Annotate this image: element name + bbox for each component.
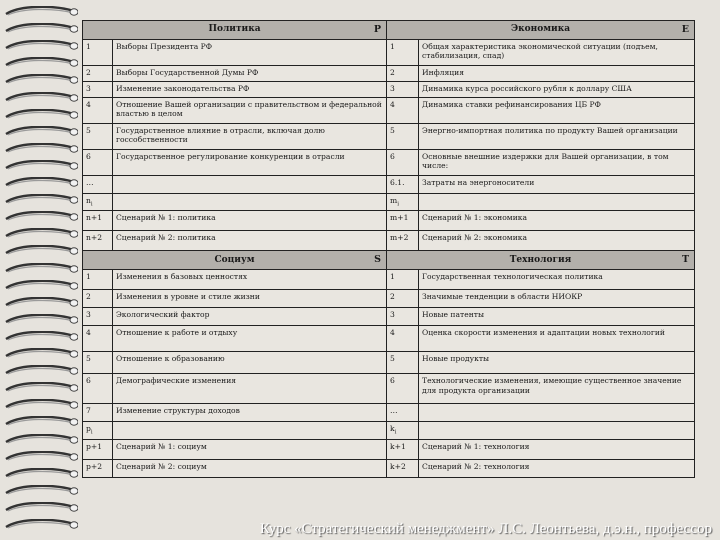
- factor-text: Выборы Государственной Думы РФ: [116, 68, 259, 77]
- row-number: [83, 460, 113, 478]
- row-number-text: p+2: [86, 462, 103, 472]
- row-number-text: 5: [86, 126, 91, 135]
- row-number: [83, 352, 113, 374]
- factor-text: Отношение к работе и отдыху: [116, 328, 238, 338]
- factor-text: Сценарий № 2: экономика: [422, 233, 528, 243]
- row-number: [83, 66, 113, 82]
- course-footer: Курс «Стратегический менеджмент» Л.С. Леонтьева, д.э.н., профессор: [259, 521, 712, 537]
- binding-ring-icon: [4, 245, 78, 257]
- factor-text: Демографические изменения: [116, 376, 237, 386]
- section-title: Социум: [214, 254, 255, 265]
- table-row: [83, 231, 695, 251]
- row-number: [83, 98, 113, 124]
- row-text: [419, 422, 695, 440]
- factor-text: Затраты на энергоносители: [422, 178, 535, 187]
- row-number-text: k: [390, 424, 395, 434]
- binding-ring-icon: [4, 399, 78, 411]
- row-text: [113, 194, 387, 211]
- table-row: [83, 422, 695, 440]
- row-text: [419, 40, 695, 66]
- row-text: [113, 270, 387, 290]
- factor-text: Сценарий № 1: технология: [422, 442, 530, 452]
- binding-ring-icon: [4, 6, 78, 18]
- row-number-text: …: [390, 406, 398, 416]
- row-text: [419, 98, 695, 124]
- table-row: [83, 460, 695, 478]
- row-number-text: m+1: [390, 213, 409, 223]
- row-number-text: 4: [390, 100, 395, 109]
- row-number-text: 4: [390, 328, 395, 338]
- row-text: [419, 270, 695, 290]
- row-text: [113, 176, 387, 194]
- row-number-text: 6: [86, 376, 91, 386]
- binding-ring-icon: [4, 263, 78, 275]
- row-number-text: n+2: [86, 233, 103, 243]
- row-number: [83, 270, 113, 290]
- table-row: [83, 66, 695, 82]
- row-text: [419, 460, 695, 478]
- factor-text: Сценарий № 1: экономика: [422, 213, 528, 223]
- row-number: [83, 422, 113, 440]
- row-number-text: k+1: [390, 442, 406, 452]
- factor-text: Общая характеристика экономической ситуации (подъем, стабилизация, спад): [422, 42, 658, 61]
- row-number-text: m+2: [390, 233, 409, 243]
- row-number-text: 2: [390, 292, 395, 302]
- row-number: [387, 124, 419, 150]
- row-text: [113, 460, 387, 478]
- factor-text: Изменения в уровне и стиле жизни: [116, 292, 260, 302]
- section-header-economy: [387, 21, 695, 40]
- row-number-text: 5: [390, 354, 395, 364]
- factor-text: Сценарий № 1: социум: [116, 442, 207, 452]
- factor-text: Государственная технологическая политика: [422, 272, 603, 282]
- row-number: [387, 460, 419, 478]
- section-letter: E: [681, 24, 690, 35]
- row-text: [419, 231, 695, 251]
- row-text: [113, 422, 387, 440]
- factor-text: Экологический фактор: [116, 310, 210, 320]
- section-title: Политика: [208, 24, 261, 35]
- table-row: [83, 176, 695, 194]
- section-letter: T: [681, 254, 690, 266]
- table-row: [83, 98, 695, 124]
- table-row: [83, 404, 695, 422]
- factor-text: Значимые тенденции в области НИОКР: [422, 292, 583, 302]
- row-number-text: n+1: [86, 213, 103, 223]
- row-number-text: 6.1.: [390, 178, 405, 187]
- binding-ring-icon: [4, 23, 78, 35]
- row-text: [113, 231, 387, 251]
- row-number-text: 1: [86, 272, 91, 282]
- row-number: [83, 231, 113, 251]
- row-number-text: 3: [86, 310, 91, 320]
- row-number: [387, 374, 419, 404]
- row-number-text: 1: [390, 272, 395, 282]
- row-number: [83, 404, 113, 422]
- row-number-text: 3: [86, 84, 91, 93]
- row-number-text: n: [86, 196, 91, 205]
- binding-ring-icon: [4, 297, 78, 309]
- row-number: [387, 422, 419, 440]
- binding-ring-icon: [4, 57, 78, 69]
- row-text: [113, 290, 387, 308]
- row-text: [419, 66, 695, 82]
- binding-ring-icon: [4, 177, 78, 189]
- row-number: [387, 194, 419, 211]
- row-text: [419, 150, 695, 176]
- table-row: [83, 326, 695, 352]
- row-number: [83, 150, 113, 176]
- section-header-society: [83, 251, 387, 270]
- row-number: [83, 176, 113, 194]
- factor-text: Сценарий № 2: социум: [116, 462, 207, 472]
- binding-ring-icon: [4, 280, 78, 292]
- row-number: [387, 270, 419, 290]
- table-row: [83, 374, 695, 404]
- row-number-text: 5: [390, 126, 395, 135]
- row-number-text: 6: [390, 152, 395, 161]
- row-number-subscript: i: [90, 201, 93, 208]
- pest-table: [82, 20, 695, 478]
- row-number: [387, 404, 419, 422]
- binding-ring-icon: [4, 468, 78, 480]
- row-number-text: 3: [390, 84, 395, 93]
- row-number: [387, 352, 419, 374]
- row-number: [387, 308, 419, 326]
- row-number: [387, 440, 419, 460]
- table-row: [83, 194, 695, 211]
- row-text: [113, 374, 387, 404]
- row-text: [113, 211, 387, 231]
- row-text: [113, 440, 387, 460]
- row-number-subscript: i: [394, 429, 397, 436]
- row-number: [83, 82, 113, 98]
- row-text: [113, 82, 387, 98]
- section-letter: P: [373, 24, 382, 35]
- table-row: [83, 290, 695, 308]
- spiral-binding: [0, 0, 82, 540]
- row-text: [113, 326, 387, 352]
- section-title: Экономика: [510, 24, 571, 35]
- row-text: [419, 404, 695, 422]
- binding-ring-icon: [4, 365, 78, 377]
- row-number-text: 7: [86, 406, 91, 416]
- row-number-text: k+2: [390, 462, 406, 472]
- row-number: [83, 326, 113, 352]
- table-row: [83, 270, 695, 290]
- row-text: [419, 194, 695, 211]
- row-number: [387, 231, 419, 251]
- row-text: [113, 308, 387, 326]
- row-number: [83, 124, 113, 150]
- row-number: [83, 290, 113, 308]
- binding-ring-icon: [4, 126, 78, 138]
- binding-ring-icon: [4, 416, 78, 428]
- row-text: [419, 82, 695, 98]
- row-number: [387, 211, 419, 231]
- row-number-text: 3: [390, 310, 395, 320]
- table-row: [83, 211, 695, 231]
- row-number-text: 5: [86, 354, 91, 364]
- row-number: [83, 374, 113, 404]
- row-number-text: 6: [86, 152, 91, 161]
- factor-text: Оценка скорости изменения и адаптации новых технологий: [422, 328, 665, 338]
- row-text: [113, 352, 387, 374]
- table-row: [83, 40, 695, 66]
- factor-text: Изменения в базовых ценностях: [116, 272, 248, 282]
- binding-ring-icon: [4, 92, 78, 104]
- factor-text: Государственное влияние в отрасли, включая долю госсобственности: [116, 126, 325, 145]
- binding-ring-icon: [4, 228, 78, 240]
- factor-text: Изменение законодательства РФ: [116, 84, 250, 93]
- factor-text: Сценарий № 1: политика: [116, 213, 216, 223]
- row-number-subscript: i: [397, 201, 399, 208]
- row-number: [83, 440, 113, 460]
- row-number-text: 2: [390, 68, 395, 77]
- row-number: [387, 290, 419, 308]
- factor-text: Государственное регулирование конкуренции в отрасли: [116, 152, 345, 161]
- table-row: [83, 308, 695, 326]
- factor-text: Энергно-импортная политика по продукту Вашей организации: [422, 126, 678, 135]
- row-number: [83, 308, 113, 326]
- row-number: [83, 194, 113, 211]
- row-number: [387, 150, 419, 176]
- factor-text: Новые патенты: [422, 310, 485, 320]
- row-number-text: 4: [86, 100, 91, 109]
- row-text: [419, 326, 695, 352]
- row-number-subscript: i: [90, 429, 93, 436]
- row-text: [419, 308, 695, 326]
- binding-ring-icon: [4, 434, 78, 446]
- factor-text: Динамика курса российского рубля к доллару США: [422, 84, 632, 93]
- row-number: [387, 326, 419, 352]
- binding-ring-icon: [4, 109, 78, 121]
- factor-text: Сценарий № 2: технология: [422, 462, 530, 472]
- row-number-text: 2: [86, 292, 91, 302]
- row-number-text: p+1: [86, 442, 103, 452]
- row-text: [113, 124, 387, 150]
- row-text: [419, 124, 695, 150]
- binding-ring-icon: [4, 331, 78, 343]
- row-number-text: 4: [86, 328, 91, 338]
- section-header-technology: [387, 251, 695, 270]
- row-text: [113, 66, 387, 82]
- factor-text: Динамика ставки рефинансирования ЦБ РФ: [422, 100, 601, 109]
- row-number-text: 6: [390, 376, 395, 386]
- factor-text: Технологические изменения, имеющие существенное значение для продукта организации: [422, 376, 682, 395]
- row-text: [113, 404, 387, 422]
- binding-ring-icon: [4, 451, 78, 463]
- factor-text: Основные внешние издержки для Вашей организации, в том числе:: [422, 152, 669, 171]
- binding-ring-icon: [4, 143, 78, 155]
- row-text: [419, 374, 695, 404]
- binding-ring-icon: [4, 485, 78, 497]
- row-number-text: …: [86, 178, 94, 187]
- binding-ring-icon: [4, 74, 78, 86]
- row-text: [113, 40, 387, 66]
- row-text: [419, 211, 695, 231]
- table-row: [83, 82, 695, 98]
- table-row: [83, 352, 695, 374]
- row-text: [113, 98, 387, 124]
- table-row: [83, 440, 695, 460]
- row-text: [419, 352, 695, 374]
- factor-text: Отношение Вашей организации с правительством и федеральной властью в целом: [116, 100, 382, 119]
- row-number: [387, 40, 419, 66]
- header-row-politics-economy: [83, 21, 695, 40]
- row-number: [387, 82, 419, 98]
- row-number-text: 2: [86, 68, 91, 77]
- row-text: [419, 290, 695, 308]
- row-number: [387, 176, 419, 194]
- row-text: [419, 176, 695, 194]
- row-number-text: 1: [390, 42, 395, 51]
- factor-text: Сценарий № 2: политика: [116, 233, 216, 243]
- section-letter: S: [374, 254, 382, 266]
- row-number: [387, 66, 419, 82]
- binding-ring-icon: [4, 160, 78, 172]
- binding-ring-icon: [4, 194, 78, 206]
- binding-ring-icon: [4, 348, 78, 360]
- row-number: [83, 40, 113, 66]
- section-header-politics: [83, 21, 387, 40]
- factor-text: Изменение структуры доходов: [116, 406, 240, 416]
- binding-ring-icon: [4, 314, 78, 326]
- binding-ring-icon: [4, 211, 78, 223]
- binding-ring-icon: [4, 519, 78, 531]
- binding-ring-icon: [4, 502, 78, 514]
- row-number: [387, 98, 419, 124]
- factor-text: Отношение к образованию: [116, 354, 225, 364]
- factor-text: Инфляция: [422, 68, 464, 77]
- binding-ring-icon: [4, 382, 78, 394]
- binding-ring-icon: [4, 40, 78, 52]
- row-number-text: m: [390, 196, 398, 205]
- row-number-text: 1: [86, 42, 91, 51]
- table-row: [83, 124, 695, 150]
- row-text: [113, 150, 387, 176]
- section-title: Технология: [509, 254, 572, 265]
- row-text: [419, 440, 695, 460]
- factor-text: Выборы Президента РФ: [116, 42, 213, 51]
- factor-text: Новые продукты: [422, 354, 490, 364]
- header-row-society-technology: [83, 251, 695, 270]
- row-number-text: p: [86, 424, 91, 434]
- table-row: [83, 150, 695, 176]
- row-number: [83, 211, 113, 231]
